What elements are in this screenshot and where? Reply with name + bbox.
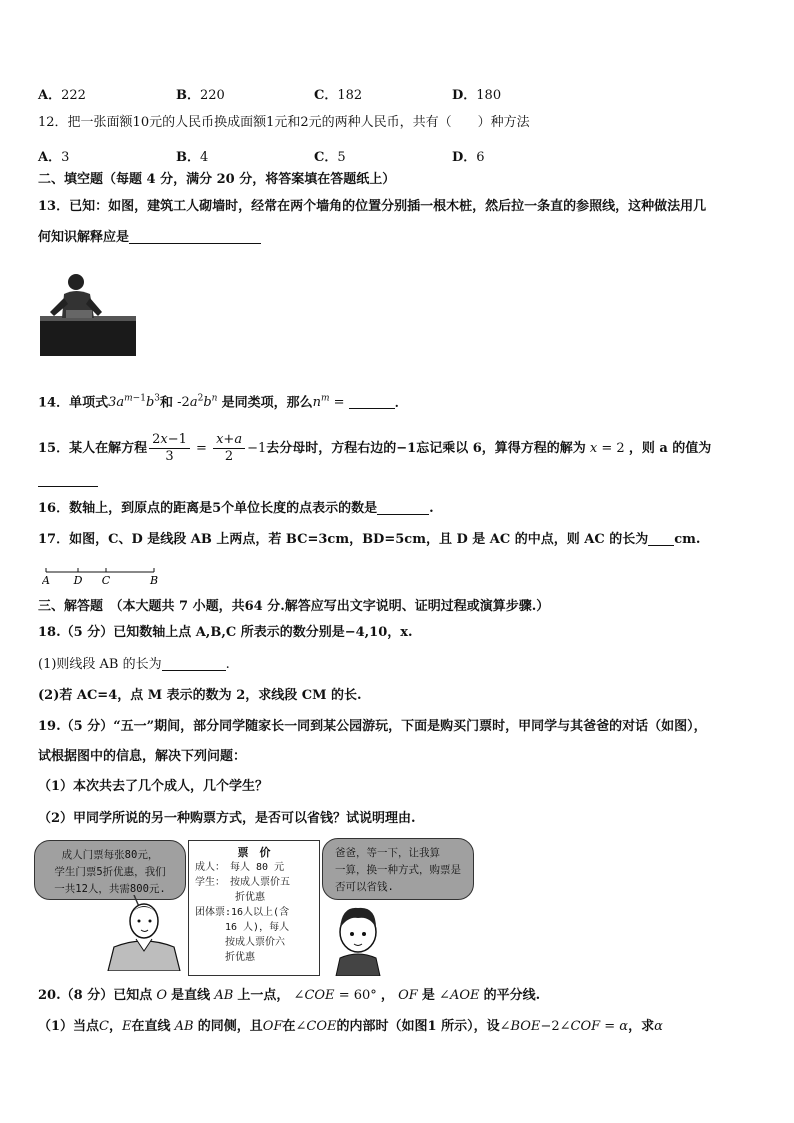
ticket-title: 票 价 <box>237 846 271 859</box>
father-bubble-line: 一共12人，共需800元. <box>54 883 166 895</box>
q16-stem: 16．数轴上，到原点的距离是5个单位长度的点表示的数是 . <box>38 501 434 516</box>
section-2-heading: 二、填空题（每题 4 分，满分 20 分，将答案填在答题纸上） <box>38 172 396 187</box>
ticket-line: 成人： 每人 80 元 <box>195 862 285 873</box>
child-speech-bubble <box>322 838 474 900</box>
q11-option-b: B．220 <box>176 88 225 103</box>
q12-option-c: C．5 <box>314 150 346 165</box>
q19-line1: 19.（5 分）“五一”期间，部分同学随家长一同到某公园游玩，下面是购买门票时，甲同学与其爸爸的对话（如图）， <box>38 719 707 734</box>
q16-answer-blank[interactable] <box>377 500 429 515</box>
q17-stem: 17．如图，C、D 是线段 AB 上两点，若 BC=3cm，BD=5cm，且 D 是 AC 的中点，则 AC 的长为 cm. <box>38 532 701 547</box>
ticket-line: 团体票:16人以上(含 <box>195 907 290 918</box>
point-d-label: D <box>73 574 83 587</box>
q19-part2: （2）甲同学所说的另一种购票方式，是否可以省钱？试说明理由. <box>38 811 416 826</box>
father-bubble-line: 成人门票每张80元， <box>61 849 159 861</box>
point-b-label: B <box>149 574 159 587</box>
q14-stem: 14．单项式$3a^{m-1}b^3$和 $-2a^2b^n$ 是同类项，那么$n^m$ = ． <box>38 394 408 411</box>
father-illustration <box>100 895 188 971</box>
child-illustration <box>328 902 388 976</box>
q18-stem: 18.（5 分）已知数轴上点 A,B,C 所表示的数分别是−4,10，x. <box>38 625 413 640</box>
father-bubble-line: 学生门票5折优惠，我们 <box>54 866 166 878</box>
section-3-heading: 三、解答题 （本大题共 7 小题，共64 分.解答应写出文字说明、证明过程或演算步骤.） <box>38 599 550 614</box>
point-c-label: C <box>101 574 111 587</box>
ticket-price-board <box>188 840 320 976</box>
q18-part1: (1)则线段 AB 的长为 . <box>38 657 230 672</box>
child-bubble-line: 一算，换一种方式，购票是 <box>335 864 461 876</box>
q14-answer-blank[interactable] <box>349 394 395 409</box>
q13-answer-blank[interactable] <box>129 229 261 244</box>
q17-answer-blank[interactable] <box>648 531 674 546</box>
q11-option-c: C．182 <box>314 88 363 103</box>
q12-option-a: A．3 <box>38 150 70 165</box>
q13-line2: 何知识解释应是 <box>38 229 261 247</box>
q15-stem: 15．某人在解方程 $\frac{2x-1}{3}$ = $\frac{x+a}{2}$ −1去分母时，方程右边的−1忘记乘以 6，算得方程的解为 x = 2 ，则 a 的值为 <box>38 432 712 464</box>
point-a-label: A <box>42 574 50 587</box>
child-bubble-line: 否可以省钱. <box>335 881 394 893</box>
q11-option-a: A．222 <box>38 88 86 103</box>
q13-line1: 13．已知：如图，建筑工人砌墙时，经常在两个墙角的位置分别插一根木桩，然后拉一条直的参照线，这种做法用几 <box>38 199 707 214</box>
worker-illustration <box>38 268 138 360</box>
ticket-line: 学生： 按成人票价五 <box>195 877 290 888</box>
ticket-line: 16 人)，每人 <box>195 922 290 933</box>
q11-option-d: D．180 <box>452 88 502 103</box>
segment-ab-figure <box>42 562 162 588</box>
q20-part1: （1）当点C，E在直线 AB 的同侧，且OF在∠COE的内部时（如图1 所示），设∠BOE−2∠COF = α，求α <box>38 1019 663 1034</box>
q18-part2: (2)若 AC=4，点 M 表示的数为 2，求线段 CM 的长. <box>38 688 362 703</box>
q12-stem: 12．把一张面额10元的人民币换成面额1元和2元的两种人民币，共有（ ）种方法 <box>38 115 530 130</box>
q19-line2: 试根据图中的信息，解决下列问题： <box>38 749 247 764</box>
q19-part1: （1）本次共去了几个成人，几个学生？ <box>38 779 269 794</box>
q18-answer-blank[interactable] <box>162 656 226 671</box>
father-speech-bubble <box>34 840 186 900</box>
child-bubble-line: 爸爸，等一下，让我算 <box>335 847 440 859</box>
ticket-line: 按成人票价六 <box>195 937 285 948</box>
q12-option-b: B．4 <box>176 150 209 165</box>
q15-answer-blank[interactable] <box>38 472 98 490</box>
ticket-line: 折优惠 <box>195 952 255 963</box>
q12-option-d: D．6 <box>452 150 485 165</box>
q20-stem: 20.（8 分）已知点 O 是直线 AB 上一点， ∠COE = 60° ， OF 是 ∠AOE 的平分线. <box>38 988 541 1003</box>
ticket-line: 折优惠 <box>195 892 265 903</box>
